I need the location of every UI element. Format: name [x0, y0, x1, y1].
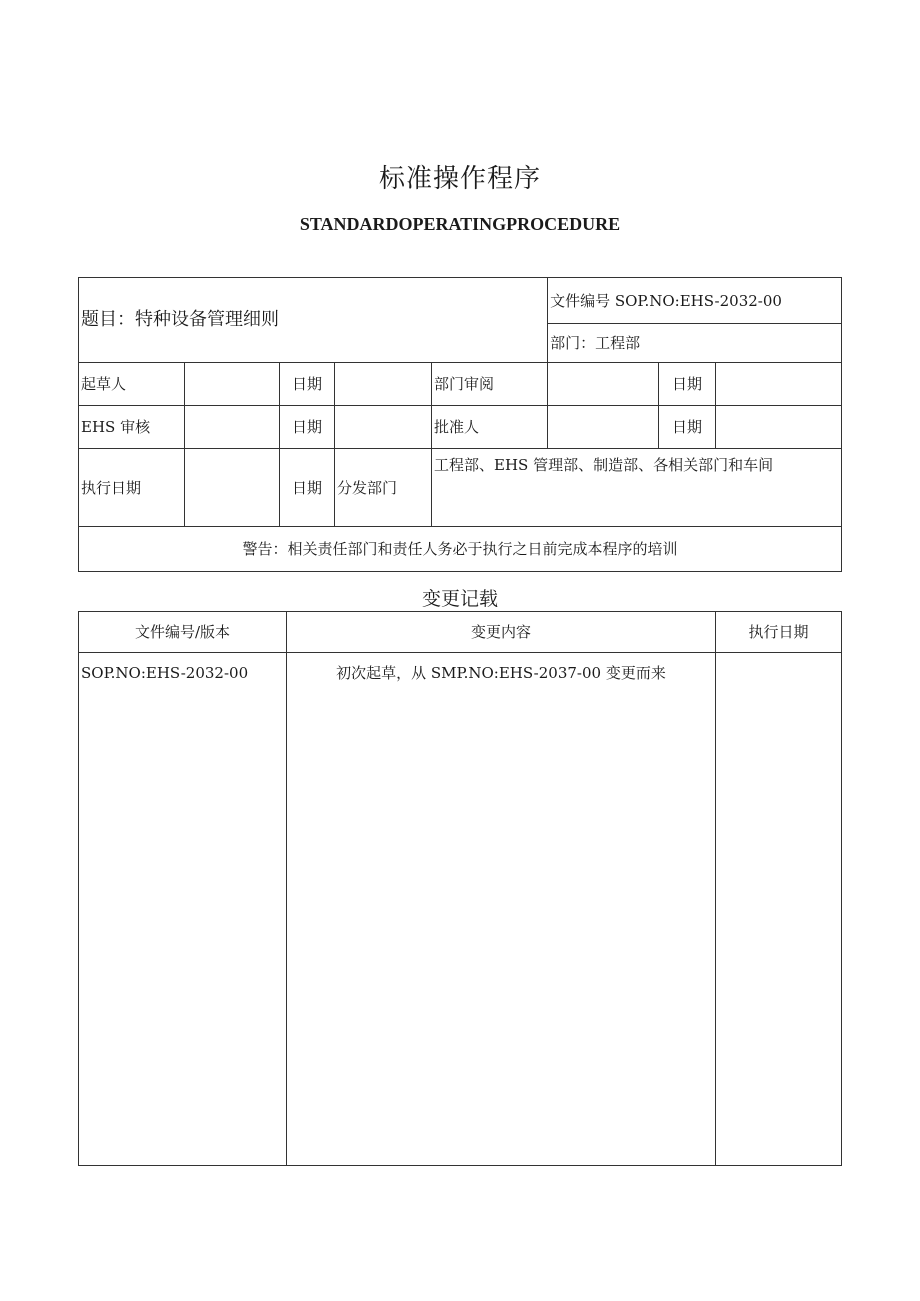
dept-review-value: [548, 363, 659, 406]
date-label: 日期: [280, 363, 335, 406]
date-label: 日期: [280, 449, 335, 527]
exec-date-cell: [716, 653, 842, 1166]
approver-label: 批准人: [432, 406, 548, 449]
change-record-table: [78, 611, 842, 1166]
topic-cell: 题目：特种设备管理细则: [79, 278, 548, 363]
ehs-review-label: EHS 审核: [79, 406, 185, 449]
department-cell: 部门：工程部: [548, 324, 842, 363]
training-warning: 警告：相关责任部门和责任人务必于执行之日前完成本程序的培训: [79, 527, 842, 572]
exec-date-label: 执行日期: [79, 449, 185, 527]
distribution-label: 分发部门: [335, 449, 432, 527]
approver-value: [548, 406, 659, 449]
date-value: [716, 406, 842, 449]
date-value: [335, 406, 432, 449]
distribution-value: 工程部、EHS 管理部、制造部、各相关部门和车间: [432, 449, 842, 527]
column-header-content: 变更内容: [287, 612, 716, 653]
sop-info-table: [78, 277, 842, 572]
doc-version-cell: SOP.NO:EHS-2032-00: [79, 653, 287, 1166]
column-header-doc-version: 文件编号/版本: [79, 612, 287, 653]
drafter-value: [185, 363, 280, 406]
change-record-title: 变更记载: [421, 588, 498, 610]
change-content-cell: 初次起草，从 SMP.NO:EHS-2037-00 变更而来: [287, 653, 716, 1166]
dept-review-label: 部门审阅: [432, 363, 548, 406]
date-label: 日期: [280, 406, 335, 449]
column-header-exec-date: 执行日期: [716, 612, 842, 653]
table-row: [79, 653, 842, 1166]
date-value: [335, 363, 432, 406]
ehs-review-value: [185, 406, 280, 449]
doc-number-cell: 文件编号 SOP.NO:EHS-2032-00: [548, 278, 842, 324]
exec-date-value: [185, 449, 280, 527]
date-label: 日期: [659, 406, 716, 449]
date-value: [716, 363, 842, 406]
date-label: 日期: [659, 363, 716, 406]
drafter-label: 起草人: [79, 363, 185, 406]
page-subtitle: STANDARDOPERATINGPROCEDURE: [299, 214, 621, 234]
page-title: 标准操作程序: [378, 164, 541, 194]
